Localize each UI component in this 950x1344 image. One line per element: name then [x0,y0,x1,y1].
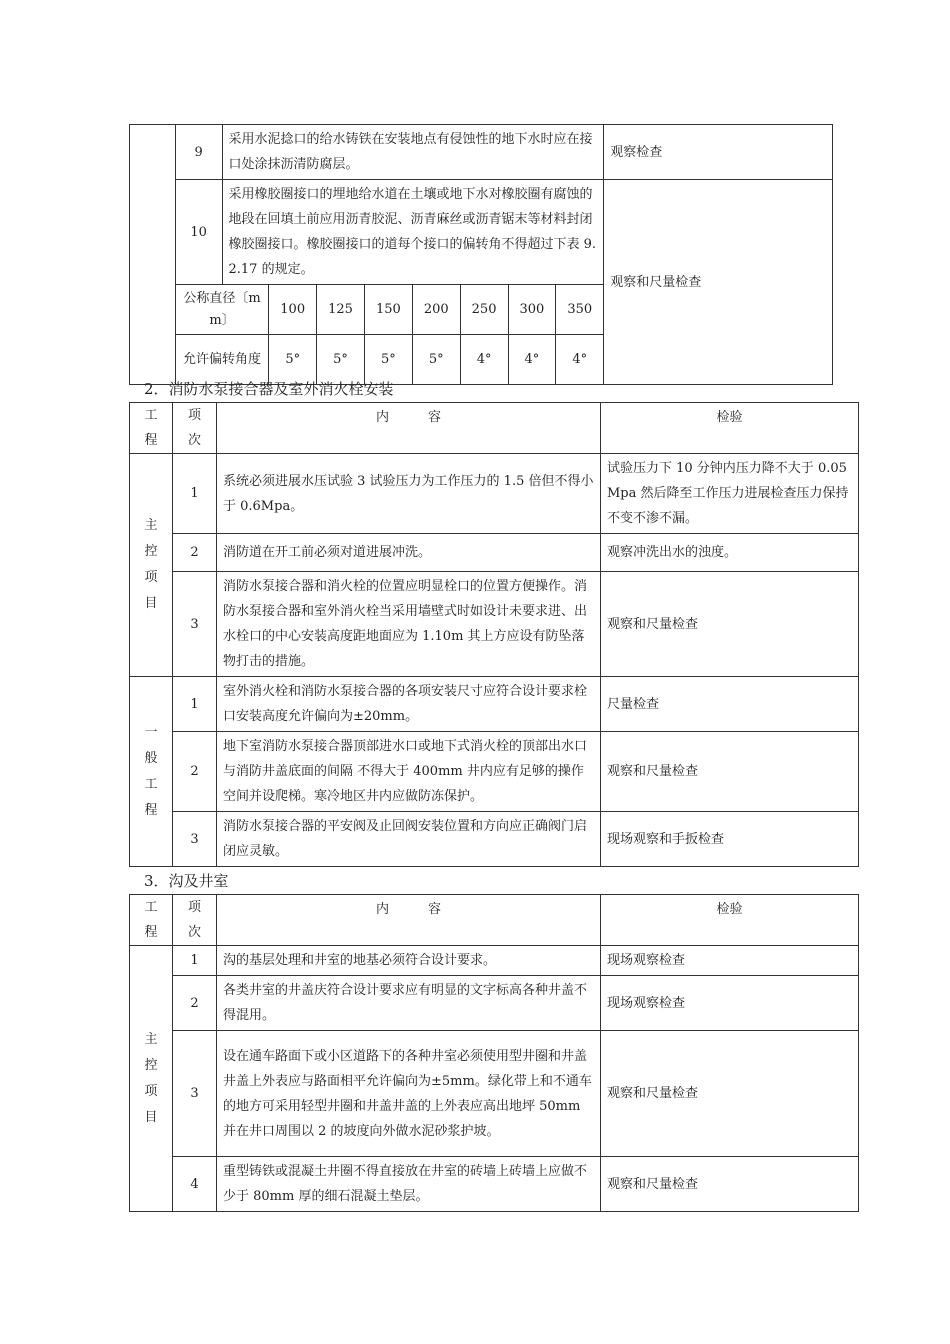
row-content: 各类井室的井盖庆符合设计要求应有明显的文字标高各种井盖不得混用。 [217,976,601,1031]
diameter-value: 150 [364,285,412,335]
row-check: 观察和尺量检查 [601,1157,859,1212]
diameter-value: 250 [460,285,508,335]
row-number: 4 [173,1157,217,1212]
table-row [130,976,859,1031]
section-title-hydrant: 2．消防水泵接合器及室外消火栓安装 [144,380,394,398]
row-number: 3 [173,812,217,867]
row-check: 观察和尺量检查 [604,180,833,385]
row-number: 9 [175,125,222,180]
angle-value: 4° [508,335,556,385]
header-content: 内 容 [217,895,601,946]
group-main-control: 主控项目 [130,454,173,677]
table-row [130,572,859,677]
group-general: 一般工程 [130,677,173,867]
row-number: 1 [173,677,217,732]
table-row [130,812,859,867]
row-check: 现场观察检查 [601,976,859,1031]
header-inspection: 检验 [601,403,859,454]
header-item-number: 项次 [173,895,217,946]
table-header-row [130,895,859,946]
row-check: 观察和尺量检查 [601,572,859,677]
row-content: 消防水泵接合器和消火栓的位置应明显栓口的位置方便操作。消防水泵接合器和室外消火栓当采用墙壁式时如设计未要求进、出水栓口的中心安装高度距地面应为 1.10m 其上方应设有防坠落物打击的措施。 [217,572,601,677]
table-row [130,125,833,180]
diameter-label: 公称直径〔mm〕 [175,285,269,335]
row-content: 室外消火栓和消防水泵接合器的各项安装尺寸应符合设计要求栓口安装高度允许偏向为±20mm。 [217,677,601,732]
table-row [130,534,859,572]
table-continuation [129,124,833,385]
row-content: 消防道在开工前必须对道进展冲洗。 [217,534,601,572]
angle-value: 5° [317,335,365,385]
table-row [130,732,859,812]
row-number: 3 [173,1031,217,1157]
row-number: 2 [173,976,217,1031]
row-content: 沟的基层处理和井室的地基必须符合设计要求。 [217,946,601,976]
table-hydrant [129,402,859,867]
table-row [130,946,859,976]
row-number: 1 [173,454,217,534]
row-number: 3 [173,572,217,677]
angle-label: 允许偏转角度 [175,335,269,385]
table-row [130,1157,859,1212]
row-check: 观察冲洗出水的浊度。 [601,534,859,572]
row-check: 尺量检查 [601,677,859,732]
header-item-number: 项次 [173,403,217,454]
diameter-value: 300 [508,285,556,335]
table-row [130,677,859,732]
diameter-value: 100 [269,285,317,335]
table-header-row [130,403,859,454]
row-number: 2 [173,534,217,572]
angle-value: 4° [460,335,508,385]
section-title-trench: 3．沟及井室 [144,872,229,890]
row-check: 现场观察检查 [601,946,859,976]
row-check: 现场观察和手扳检查 [601,812,859,867]
group-cell-empty [130,125,176,385]
diameter-value: 350 [556,285,604,335]
table-row [130,180,833,285]
row-content: 消防水泵接合器的平安阀及止回阀安装位置和方向应正确阀门启闭应灵敏。 [217,812,601,867]
row-check: 观察检查 [604,125,833,180]
group-main-control: 主控项目 [130,946,173,1212]
table-row [130,1031,859,1157]
header-content: 内 容 [217,403,601,454]
row-check: 观察和尺量检查 [601,732,859,812]
row-content: 采用橡胶圈接口的埋地给水道在土壤或地下水对橡胶圈有腐蚀的地段在回填土前应用沥青胶泥、沥青麻丝或沥青锯末等材料封闭橡胶圈接口。橡胶圈接口的道每个接口的偏转角不得超过下表 9.2.17 的规定。 [222,180,604,285]
header-project: 工程 [130,403,173,454]
row-check: 试验压力下 10 分钟内压力降不大于 0.05Mpa 然后降至工作压力进展检查压力保持不变不渗不漏。 [601,454,859,534]
row-content: 采用水泥捻口的给水铸铁在安装地点有侵蚀性的地下水时应在接口处涂抹沥清防腐层。 [222,125,604,180]
angle-value: 4° [556,335,604,385]
row-content: 重型铸铁或混凝土井圈不得直接放在井室的砖墙上砖墙上应做不少于 80mm 厚的细石混凝土垫层。 [217,1157,601,1212]
diameter-value: 125 [317,285,365,335]
row-content: 地下室消防水泵接合器顶部进水口或地下式消火栓的顶部出水口与消防井盖底面的间隔 不得大于 400mm 井内应有足够的操作空间并设爬梯。寒冷地区井内应做防冻保护。 [217,732,601,812]
row-number: 2 [173,732,217,812]
table-row [130,454,859,534]
diameter-value: 200 [412,285,460,335]
table-trench [129,894,859,1212]
angle-value: 5° [269,335,317,385]
header-project: 工程 [130,895,173,946]
row-number: 10 [175,180,222,285]
row-content: 设在通车路面下或小区道路下的各种井室必须使用型井圈和井盖井盖上外表应与路面相平允许偏向为±5mm。绿化带上和不通车的地方可采用轻型井圈和井盖井盖的上外表应高出地坪 50mm 并在井口周围以 2 的坡度向外做水泥砂浆护坡。 [217,1031,601,1157]
row-check: 观察和尺量检查 [601,1031,859,1157]
row-content: 系统必须进展水压试验 3 试验压力为工作压力的 1.5 倍但不得小于 0.6Mpa。 [217,454,601,534]
angle-value: 5° [364,335,412,385]
angle-value: 5° [412,335,460,385]
header-inspection: 检验 [601,895,859,946]
row-number: 1 [173,946,217,976]
